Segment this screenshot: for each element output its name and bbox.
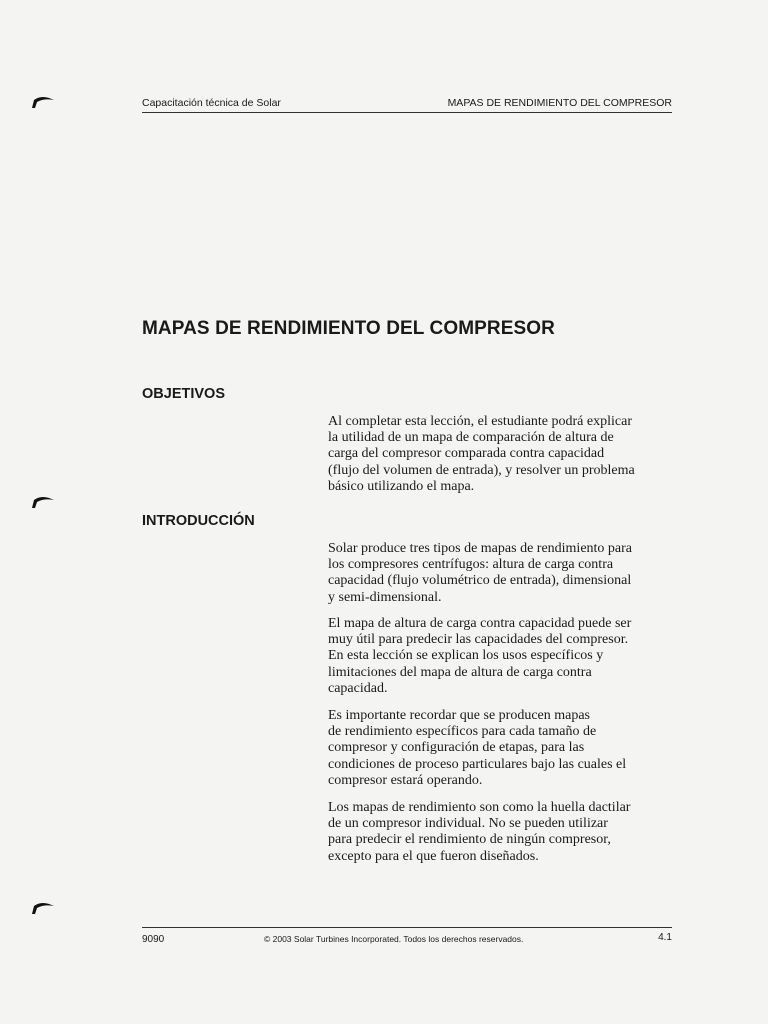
text-line: limitaciones del mapa de altura de carga contra [328,664,592,680]
text-line: de un compresor individual. No se pueden utilizar [328,816,608,832]
text-line: de rendimiento específicos para cada tamaño de [328,724,597,740]
text-line: carga del compresor comparada contra capacidad [328,446,605,462]
text-line: básico utilizando el mapa. [328,478,475,494]
header-rule [142,112,672,113]
binder-hole-mark-top [30,94,56,108]
objetivos-paragraph [328,414,676,495]
text-line: la utilidad de un mapa de comparación de altura de [328,430,614,446]
text-line: capacidad (flujo volumétrico de entrada), dimensional [328,573,632,589]
text-line: para predecir el rendimiento de ningún compresor, [328,832,611,848]
intro-paragraph-3 [328,708,676,789]
footer-document-number: 9090 [142,934,165,945]
intro-paragraph-1 [328,541,676,606]
text-line: (flujo del volumen de entrada), y resolver un problema [328,462,635,478]
text-line: y semi-dimensional. [328,589,442,605]
intro-paragraph-4 [328,800,676,865]
binder-hole-mark-bottom [30,900,56,914]
text-line: Al completar esta lección, el estudiante podrá explicar [328,414,632,429]
text-line: capacidad. [328,680,388,696]
page-header [142,97,672,113]
text-line: En esta lección se explican los usos específicos y [328,648,604,664]
text-line: Es importante recordar que se producen mapas [328,708,591,723]
text-line: condiciones de proceso particulares bajo las cuales el [328,756,627,772]
section-heading-introduccion: INTRODUCCIÓN [142,513,255,529]
binder-hole-mark-middle [30,494,56,508]
page-number: 4.1 [658,932,672,943]
page-footer [142,932,672,948]
text-line: compresor estará operando. [328,772,483,788]
text-line: muy útil para predecir las capacidades del compresor. [328,632,629,648]
text-line: excepto para el que fueron diseñados. [328,848,539,864]
footer-copyright: © 2003 Solar Turbines Incorporated. Todos los derechos reservados. [264,934,524,944]
text-line: El mapa de altura de carga contra capacidad puede ser [328,616,632,631]
section-heading-objetivos: OBJETIVOS [142,386,225,402]
header-course-name: Capacitación técnica de Solar [142,97,281,109]
text-line: Solar produce tres tipos de mapas de rendimiento para [328,541,633,556]
text-line: los compresores centrífugos: altura de carga contra [328,557,614,573]
text-line: Los mapas de rendimiento son como la huella dactilar [328,800,631,815]
header-chapter-title: MAPAS DE RENDIMIENTO DEL COMPRESOR [447,97,672,109]
intro-paragraph-2 [328,616,676,697]
page-title: MAPAS DE RENDIMIENTO DEL COMPRESOR [142,318,555,339]
footer-rule [142,927,672,928]
text-line: compresor y configuración de etapas, para las [328,740,585,756]
